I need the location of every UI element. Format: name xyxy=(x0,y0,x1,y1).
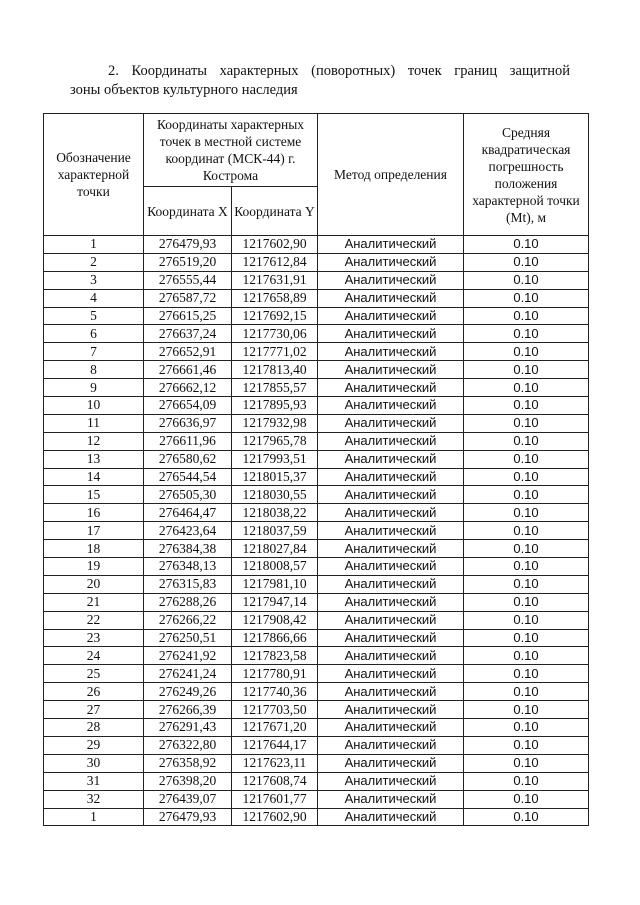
cell-point: 11 xyxy=(44,414,144,432)
cell-accuracy: 0.10 xyxy=(464,701,589,719)
table-row xyxy=(44,271,589,289)
cell-coord-y: 1218030,55 xyxy=(232,486,318,504)
cell-accuracy: 0.10 xyxy=(464,325,589,343)
cell-point: 6 xyxy=(44,325,144,343)
cell-point: 25 xyxy=(44,665,144,683)
cell-coord-x: 276266,22 xyxy=(144,611,232,629)
coordinates-table xyxy=(43,113,589,826)
cell-point: 19 xyxy=(44,558,144,576)
cell-coord-y: 1217965,78 xyxy=(232,432,318,450)
header-coord-y: Координата Y xyxy=(232,187,318,236)
table-body xyxy=(44,236,589,826)
table-row xyxy=(44,236,589,254)
cell-accuracy: 0.10 xyxy=(464,414,589,432)
cell-accuracy: 0.10 xyxy=(464,540,589,558)
cell-coord-x: 276652,91 xyxy=(144,343,232,361)
table-row xyxy=(44,575,589,593)
cell-method: Аналитический xyxy=(318,432,464,450)
cell-point: 1 xyxy=(44,236,144,254)
cell-coord-y: 1218037,59 xyxy=(232,522,318,540)
cell-coord-x: 276662,12 xyxy=(144,379,232,397)
table-row xyxy=(44,379,589,397)
cell-coord-y: 1217740,36 xyxy=(232,683,318,701)
cell-method: Аналитический xyxy=(318,701,464,719)
header-method: Метод определения xyxy=(318,114,464,236)
cell-coord-x: 276637,24 xyxy=(144,325,232,343)
table-row xyxy=(44,414,589,432)
cell-point: 8 xyxy=(44,361,144,379)
table-row xyxy=(44,522,589,540)
cell-accuracy: 0.10 xyxy=(464,683,589,701)
cell-accuracy: 0.10 xyxy=(464,611,589,629)
cell-coord-y: 1217644,17 xyxy=(232,736,318,754)
cell-coord-x: 276250,51 xyxy=(144,629,232,647)
cell-accuracy: 0.10 xyxy=(464,486,589,504)
cell-coord-y: 1217947,14 xyxy=(232,593,318,611)
cell-coord-y: 1217730,06 xyxy=(232,325,318,343)
cell-method: Аналитический xyxy=(318,593,464,611)
cell-method: Аналитический xyxy=(318,629,464,647)
cell-method: Аналитический xyxy=(318,611,464,629)
table-row xyxy=(44,307,589,325)
cell-accuracy: 0.10 xyxy=(464,289,589,307)
cell-accuracy: 0.10 xyxy=(464,522,589,540)
cell-accuracy: 0.10 xyxy=(464,665,589,683)
cell-coord-x: 276348,13 xyxy=(144,558,232,576)
cell-method: Аналитический xyxy=(318,236,464,254)
cell-coord-y: 1217601,77 xyxy=(232,790,318,808)
cell-point: 22 xyxy=(44,611,144,629)
cell-coord-y: 1217703,50 xyxy=(232,701,318,719)
cell-point: 14 xyxy=(44,468,144,486)
table-row xyxy=(44,611,589,629)
cell-coord-y: 1217813,40 xyxy=(232,361,318,379)
table-row xyxy=(44,719,589,737)
cell-accuracy: 0.10 xyxy=(464,253,589,271)
table-row xyxy=(44,468,589,486)
cell-coord-y: 1217981,10 xyxy=(232,575,318,593)
cell-coord-y: 1217993,51 xyxy=(232,450,318,468)
cell-coord-y: 1217771,02 xyxy=(232,343,318,361)
cell-point: 17 xyxy=(44,522,144,540)
cell-coord-x: 276464,47 xyxy=(144,504,232,522)
cell-coord-y: 1217866,66 xyxy=(232,629,318,647)
cell-coord-x: 276423,64 xyxy=(144,522,232,540)
cell-coord-y: 1217671,20 xyxy=(232,719,318,737)
cell-coord-y: 1217855,57 xyxy=(232,379,318,397)
cell-coord-x: 276288,26 xyxy=(144,593,232,611)
cell-coord-x: 276315,83 xyxy=(144,575,232,593)
table-row xyxy=(44,289,589,307)
cell-coord-x: 276322,80 xyxy=(144,736,232,754)
cell-point: 7 xyxy=(44,343,144,361)
cell-coord-y: 1217780,91 xyxy=(232,665,318,683)
cell-coord-x: 276654,09 xyxy=(144,397,232,415)
table-row xyxy=(44,772,589,790)
cell-point: 5 xyxy=(44,307,144,325)
cell-method: Аналитический xyxy=(318,540,464,558)
cell-method: Аналитический xyxy=(318,397,464,415)
cell-coord-x: 276661,46 xyxy=(144,361,232,379)
cell-coord-y: 1217612,84 xyxy=(232,253,318,271)
cell-method: Аналитический xyxy=(318,271,464,289)
cell-method: Аналитический xyxy=(318,647,464,665)
cell-method: Аналитический xyxy=(318,450,464,468)
cell-coord-x: 276479,93 xyxy=(144,236,232,254)
cell-coord-x: 276580,62 xyxy=(144,450,232,468)
cell-method: Аналитический xyxy=(318,736,464,754)
table-row xyxy=(44,790,589,808)
table-row xyxy=(44,361,589,379)
table-row xyxy=(44,808,589,826)
section-heading xyxy=(70,62,570,100)
cell-coord-x: 276479,93 xyxy=(144,808,232,826)
cell-accuracy: 0.10 xyxy=(464,271,589,289)
cell-accuracy: 0.10 xyxy=(464,719,589,737)
cell-method: Аналитический xyxy=(318,468,464,486)
cell-coord-x: 276266,39 xyxy=(144,701,232,719)
cell-point: 24 xyxy=(44,647,144,665)
cell-accuracy: 0.10 xyxy=(464,504,589,522)
cell-accuracy: 0.10 xyxy=(464,468,589,486)
cell-method: Аналитический xyxy=(318,361,464,379)
cell-point: 21 xyxy=(44,593,144,611)
cell-coord-y: 1217631,91 xyxy=(232,271,318,289)
cell-coord-x: 276555,44 xyxy=(144,271,232,289)
header-accuracy: Средняя квадратическая погрешность положения характерной точки (Mt), м xyxy=(464,114,589,236)
cell-accuracy: 0.10 xyxy=(464,790,589,808)
cell-accuracy: 0.10 xyxy=(464,379,589,397)
cell-accuracy: 0.10 xyxy=(464,772,589,790)
cell-accuracy: 0.10 xyxy=(464,808,589,826)
cell-accuracy: 0.10 xyxy=(464,432,589,450)
cell-point: 23 xyxy=(44,629,144,647)
heading-line-1: 2. Координаты характерных (поворотных) точек границ защитной xyxy=(108,63,570,79)
cell-accuracy: 0.10 xyxy=(464,450,589,468)
cell-point: 20 xyxy=(44,575,144,593)
cell-point: 3 xyxy=(44,271,144,289)
cell-coord-x: 276544,54 xyxy=(144,468,232,486)
cell-accuracy: 0.10 xyxy=(464,236,589,254)
cell-coord-y: 1217623,11 xyxy=(232,754,318,772)
cell-coord-y: 1218027,84 xyxy=(232,540,318,558)
cell-point: 16 xyxy=(44,504,144,522)
table-row xyxy=(44,253,589,271)
cell-coord-y: 1217602,90 xyxy=(232,236,318,254)
cell-coord-x: 276384,38 xyxy=(144,540,232,558)
table-row xyxy=(44,504,589,522)
cell-accuracy: 0.10 xyxy=(464,575,589,593)
table-row xyxy=(44,754,589,772)
cell-coord-y: 1217602,90 xyxy=(232,808,318,826)
cell-point: 10 xyxy=(44,397,144,415)
cell-coord-x: 276505,30 xyxy=(144,486,232,504)
cell-method: Аналитический xyxy=(318,414,464,432)
cell-point: 12 xyxy=(44,432,144,450)
cell-accuracy: 0.10 xyxy=(464,558,589,576)
cell-method: Аналитический xyxy=(318,683,464,701)
table-row xyxy=(44,486,589,504)
cell-coord-x: 276587,72 xyxy=(144,289,232,307)
cell-point: 18 xyxy=(44,540,144,558)
cell-coord-x: 276439,07 xyxy=(144,790,232,808)
cell-accuracy: 0.10 xyxy=(464,736,589,754)
cell-method: Аналитический xyxy=(318,772,464,790)
cell-coord-x: 276611,96 xyxy=(144,432,232,450)
cell-point: 15 xyxy=(44,486,144,504)
table-row xyxy=(44,683,589,701)
table-row xyxy=(44,325,589,343)
cell-method: Аналитический xyxy=(318,343,464,361)
table-row xyxy=(44,540,589,558)
cell-point: 30 xyxy=(44,754,144,772)
cell-method: Аналитический xyxy=(318,575,464,593)
cell-coord-x: 276398,20 xyxy=(144,772,232,790)
cell-accuracy: 0.10 xyxy=(464,754,589,772)
cell-method: Аналитический xyxy=(318,307,464,325)
cell-point: 32 xyxy=(44,790,144,808)
cell-coord-y: 1217823,58 xyxy=(232,647,318,665)
cell-point: 13 xyxy=(44,450,144,468)
table-row xyxy=(44,343,589,361)
cell-method: Аналитический xyxy=(318,486,464,504)
table-row xyxy=(44,629,589,647)
cell-coord-y: 1218038,22 xyxy=(232,504,318,522)
cell-method: Аналитический xyxy=(318,754,464,772)
cell-coord-y: 1218015,37 xyxy=(232,468,318,486)
header-point: Обозначение характерной точки xyxy=(44,114,144,236)
cell-method: Аналитический xyxy=(318,522,464,540)
cell-point: 31 xyxy=(44,772,144,790)
table-row xyxy=(44,558,589,576)
table-row xyxy=(44,593,589,611)
table-row xyxy=(44,736,589,754)
cell-method: Аналитический xyxy=(318,504,464,522)
cell-method: Аналитический xyxy=(318,289,464,307)
cell-coord-x: 276291,43 xyxy=(144,719,232,737)
cell-coord-x: 276249,26 xyxy=(144,683,232,701)
cell-coord-y: 1217658,89 xyxy=(232,289,318,307)
cell-point: 27 xyxy=(44,701,144,719)
heading-line-2: зоны объектов культурного наследия xyxy=(70,82,298,98)
cell-method: Аналитический xyxy=(318,253,464,271)
header-coords-group: Координаты характерных точек в местной системе координат (МСК-44) г. Кострома xyxy=(144,114,318,187)
table-row xyxy=(44,701,589,719)
cell-accuracy: 0.10 xyxy=(464,647,589,665)
table-row xyxy=(44,432,589,450)
cell-method: Аналитический xyxy=(318,558,464,576)
cell-point: 28 xyxy=(44,719,144,737)
cell-coord-y: 1217692,15 xyxy=(232,307,318,325)
cell-coord-y: 1217895,93 xyxy=(232,397,318,415)
cell-coord-x: 276241,24 xyxy=(144,665,232,683)
cell-coord-x: 276615,25 xyxy=(144,307,232,325)
cell-point: 2 xyxy=(44,253,144,271)
cell-method: Аналитический xyxy=(318,790,464,808)
cell-method: Аналитический xyxy=(318,808,464,826)
cell-method: Аналитический xyxy=(318,379,464,397)
cell-accuracy: 0.10 xyxy=(464,593,589,611)
cell-point: 4 xyxy=(44,289,144,307)
cell-coord-y: 1217908,42 xyxy=(232,611,318,629)
cell-accuracy: 0.10 xyxy=(464,307,589,325)
header-coord-x: Координата X xyxy=(144,187,232,236)
cell-point: 26 xyxy=(44,683,144,701)
cell-point: 9 xyxy=(44,379,144,397)
cell-coord-y: 1217608,74 xyxy=(232,772,318,790)
cell-point: 1 xyxy=(44,808,144,826)
cell-point: 29 xyxy=(44,736,144,754)
cell-coord-x: 276358,92 xyxy=(144,754,232,772)
cell-coord-x: 276636,97 xyxy=(144,414,232,432)
table-row xyxy=(44,647,589,665)
cell-accuracy: 0.10 xyxy=(464,397,589,415)
cell-accuracy: 0.10 xyxy=(464,361,589,379)
cell-coord-y: 1218008,57 xyxy=(232,558,318,576)
table-row xyxy=(44,665,589,683)
cell-coord-x: 276241,92 xyxy=(144,647,232,665)
table-row xyxy=(44,450,589,468)
cell-accuracy: 0.10 xyxy=(464,343,589,361)
cell-method: Аналитический xyxy=(318,719,464,737)
cell-accuracy: 0.10 xyxy=(464,629,589,647)
table-row xyxy=(44,397,589,415)
cell-method: Аналитический xyxy=(318,325,464,343)
cell-method: Аналитический xyxy=(318,665,464,683)
cell-coord-y: 1217932,98 xyxy=(232,414,318,432)
cell-coord-x: 276519,20 xyxy=(144,253,232,271)
